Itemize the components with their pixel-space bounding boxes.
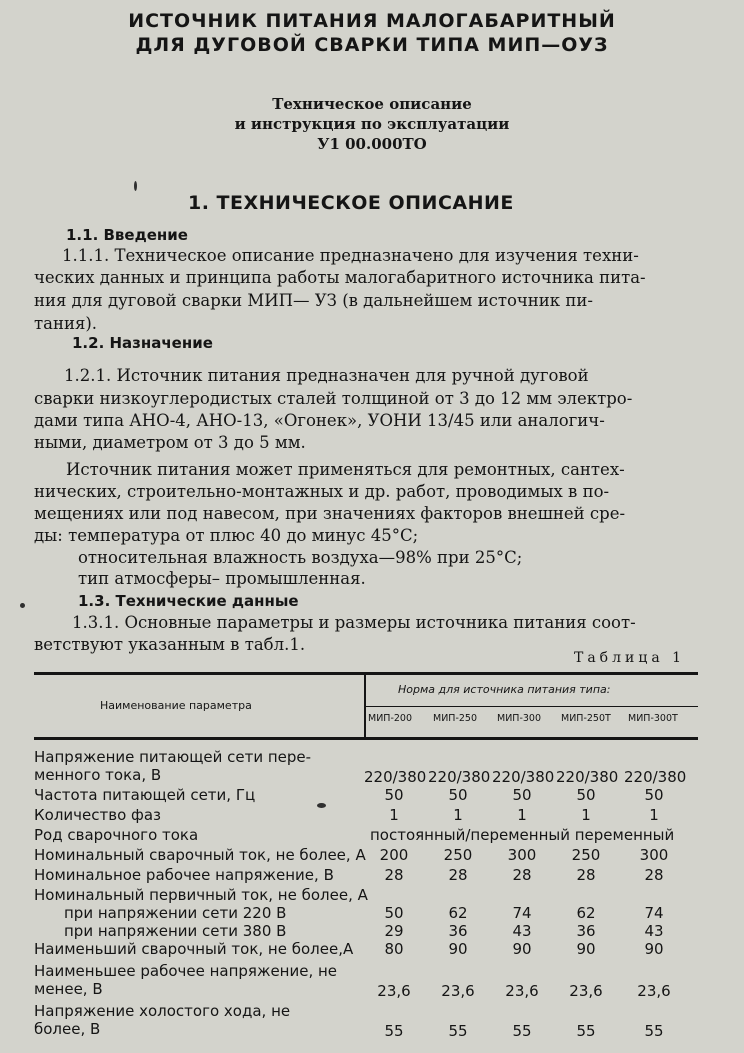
- model-header: МИП-250: [433, 713, 478, 724]
- table-cell: 300: [639, 846, 669, 864]
- table-cell: 23,6: [441, 982, 475, 1000]
- table-cell: 1: [453, 806, 463, 824]
- table-cell: 90: [644, 940, 664, 958]
- doc-title-line-1: ИСТОЧНИК ПИТАНИЯ МАЛОГАБАРИТНЫЙ: [128, 10, 616, 32]
- table-row-label: Наименьшее рабочее напряжение, не: [34, 962, 338, 980]
- intro-line-3: ния для дуговой сварки МИП— УЗ (в дальнейшем источник пи-: [34, 291, 593, 310]
- intro-heading: 1.1. Введение: [66, 226, 188, 244]
- table-cell: 23,6: [637, 982, 671, 1000]
- purpose-heading: 1.2. Назначение: [72, 334, 213, 352]
- table-header-bottom-rule: [34, 737, 698, 740]
- table-cell: 1: [649, 806, 659, 824]
- specs-heading: 1.3. Технические данные: [78, 592, 299, 610]
- table-cell: 36: [576, 922, 596, 940]
- table-cell: 28: [576, 866, 596, 884]
- table-cell: 1: [517, 806, 527, 824]
- model-header: МИП-300: [497, 713, 542, 724]
- table-row-label: Частота питающей сети, Гц: [34, 786, 256, 804]
- table-cell: 28: [384, 866, 404, 884]
- intro-line-2: ческих данных и принципа работы малогабаритного источника пита-: [34, 268, 646, 287]
- usage-line-6: тип атмосферы– промышленная.: [78, 569, 366, 588]
- table-cell: 90: [448, 940, 468, 958]
- table-row-label: Род сварочного тока: [34, 826, 199, 844]
- table-col-divider: [364, 672, 366, 738]
- table-top-rule: [34, 672, 698, 675]
- table-cell: 90: [512, 940, 532, 958]
- table-cell: 50: [384, 786, 404, 804]
- table-cell: 43: [512, 922, 532, 940]
- table-cell: 74: [512, 904, 532, 922]
- table-span-cell: постоянный/переменный переменный: [370, 826, 675, 844]
- specs-line-2: ветствуют указанным в табл.1.: [34, 635, 306, 654]
- table-cell: 28: [448, 866, 468, 884]
- model-header: МИП-200: [368, 713, 413, 724]
- table-cell: 62: [448, 904, 468, 922]
- table-caption: Таблица 1: [574, 650, 686, 666]
- table-cell: 29: [384, 922, 404, 940]
- table-cell: 55: [644, 1022, 664, 1040]
- table-cell: 220/380: [364, 768, 427, 786]
- table-cell: 80: [384, 940, 404, 958]
- usage-line-5: относительная влажность воздуха—98% при 25°С;: [78, 548, 523, 567]
- table-cell: 1: [389, 806, 399, 824]
- table-cell: 1: [581, 806, 591, 824]
- table-cell: 220/380: [428, 768, 491, 786]
- table-cell: 28: [644, 866, 664, 884]
- table-row-label: Номинальное рабочее напряжение, В: [34, 866, 334, 884]
- table-cell: 23,6: [569, 982, 603, 1000]
- purpose-line-3: дами типа АНО-4, АНО-13, «Огонек», УОНИ 13/45 или аналогич-: [34, 411, 605, 430]
- table-cell: 50: [512, 786, 532, 804]
- table-row-label: Наименьший сварочный ток, не более,А: [34, 940, 354, 958]
- table-cell: 50: [384, 904, 404, 922]
- table-cell: 28: [512, 866, 532, 884]
- table-cell: 300: [507, 846, 537, 864]
- doc-title-line-2: ДЛЯ ДУГОВОЙ СВАРКИ ТИПА МИП—ОУЗ: [135, 34, 609, 56]
- print-speck: [317, 803, 326, 808]
- table-cell: 55: [576, 1022, 596, 1040]
- section-title: 1. ТЕХНИЧЕСКОЕ ОПИСАНИЕ: [188, 192, 514, 214]
- table-cell: 50: [644, 786, 664, 804]
- table-cell: 90: [576, 940, 596, 958]
- doc-code: У1 00.000ТО: [317, 135, 427, 153]
- table-row-label: при напряжении сети 380 В: [64, 922, 287, 940]
- doc-subtitle-line-1: Техническое описание: [272, 95, 472, 113]
- specs-line-1: 1.3.1. Основные параметры и размеры источника питания соот-: [72, 613, 636, 632]
- table-row-label: более, В: [34, 1020, 101, 1038]
- table-cell: 220/380: [492, 768, 555, 786]
- intro-line-1: 1.1.1. Техническое описание предназначено для изучения техни-: [62, 246, 639, 265]
- model-header: МИП-250Т: [561, 713, 611, 724]
- table-row-label: Количество фаз: [34, 806, 162, 824]
- table-row-label: при напряжении сети 220 В: [64, 904, 287, 922]
- table-cell: 50: [448, 786, 468, 804]
- table-cell: 250: [443, 846, 473, 864]
- purpose-line-1: 1.2.1. Источник питания предназначен для ручной дуговой: [64, 366, 589, 385]
- table-cell: 23,6: [377, 982, 411, 1000]
- table-cell: 220/380: [624, 768, 687, 786]
- table-cell: 23,6: [505, 982, 539, 1000]
- table-cell: 200: [379, 846, 409, 864]
- table-cell: 220/380: [556, 768, 619, 786]
- table-norm-rule: [364, 706, 698, 707]
- print-speck: [134, 181, 137, 191]
- table-cell: 43: [644, 922, 664, 940]
- table-row-label: менее, В: [34, 980, 103, 998]
- table-cell: 36: [448, 922, 468, 940]
- table-cell: 55: [512, 1022, 532, 1040]
- model-header: МИП-300Т: [628, 713, 678, 724]
- table-cell: 74: [644, 904, 664, 922]
- table-row-label: Номинальный первичный ток, не более, А: [34, 886, 368, 904]
- print-speck: [20, 603, 25, 608]
- table-row-label: менного тока, В: [34, 766, 162, 784]
- purpose-line-2: сварки низкоуглеродистых сталей толщиной от 3 до 12 мм электро-: [34, 389, 633, 408]
- table-cell: 62: [576, 904, 596, 922]
- table-cell: 55: [384, 1022, 404, 1040]
- usage-line-1: Источник питания может применяться для ремонтных, сантех-: [66, 460, 625, 479]
- table-cell: 55: [448, 1022, 468, 1040]
- param-column-header: Наименование параметра: [100, 699, 252, 712]
- norm-column-header: Норма для источника питания типа:: [398, 683, 611, 696]
- usage-line-2: нических, строительно-монтажных и др. работ, проводимых в по-: [34, 482, 610, 501]
- table-row-label: Напряжение питающей сети пере-: [34, 748, 312, 766]
- usage-line-4: ды: температура от плюс 40 до минус 45°С;: [34, 526, 419, 545]
- table-cell: 50: [576, 786, 596, 804]
- table-cell: 250: [571, 846, 601, 864]
- intro-line-4: тания).: [34, 314, 98, 333]
- purpose-line-4: ными, диаметром от 3 до 5 мм.: [34, 433, 306, 452]
- table-row-label: Напряжение холостого хода, не: [34, 1002, 291, 1020]
- usage-line-3: мещениях или под навесом, при значениях факторов внешней сре-: [34, 504, 626, 523]
- doc-subtitle-line-2: и инструкция по эксплуатации: [234, 115, 510, 133]
- table-row-label: Номинальный сварочный ток, не более, А: [34, 846, 366, 864]
